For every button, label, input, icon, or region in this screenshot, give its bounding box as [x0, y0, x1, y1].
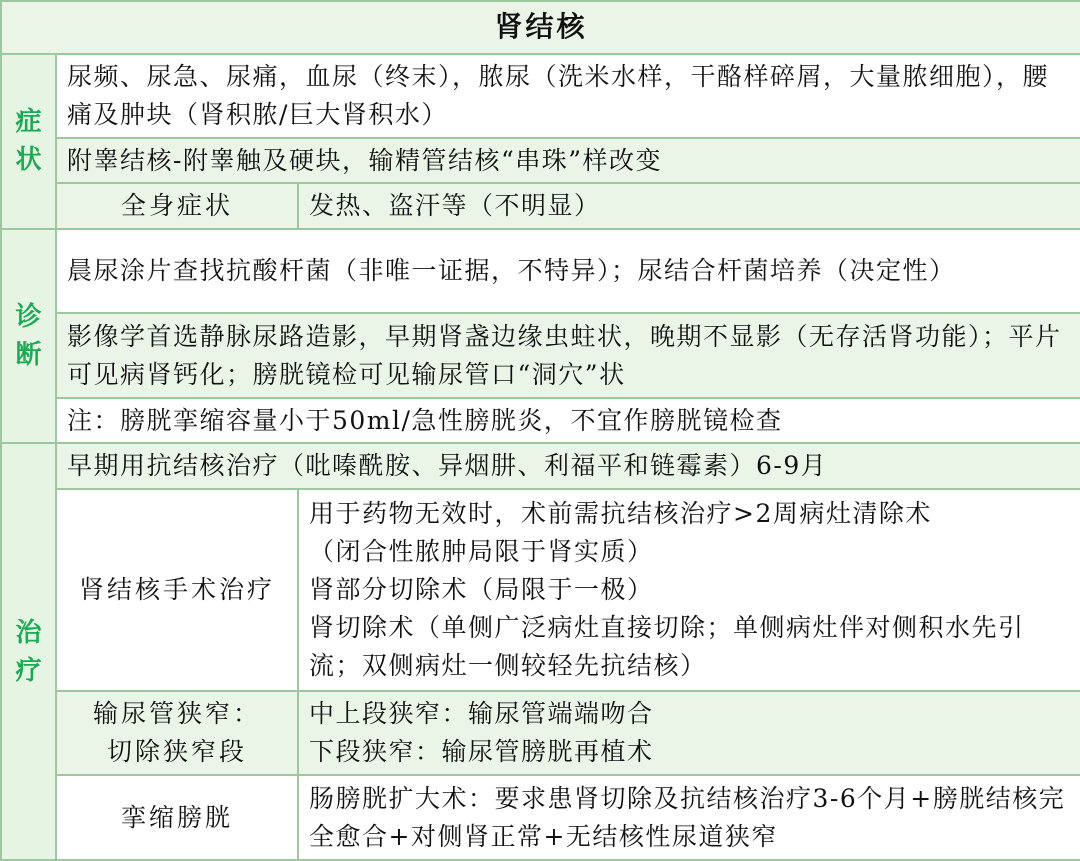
symptoms-row-2	[1, 138, 1080, 183]
ureter-label-line-2: 切除狭窄段	[106, 737, 247, 767]
treatment-row-1	[1, 443, 1080, 488]
ureter-label-line-1: 输尿管狭窄：	[92, 699, 261, 729]
contracted-bladder-details: 肠膀胱扩大术：要求患肾切除及抗结核治疗3-6个月+膀胱结核完全愈合+对侧肾正常+无结核性尿道狭窄	[298, 775, 1080, 860]
category-symptoms	[1, 54, 56, 229]
category-diagnosis-char-1: 诊	[15, 302, 42, 333]
ureter-line-2: 下段狭窄：输尿管膀胱再植术	[309, 737, 654, 767]
surgery-details	[298, 489, 1080, 691]
symptoms-urinary: 尿频、尿急、尿痛，血尿（终末），脓尿（洗米水样，干酪样碎屑，大量脓细胞），腰痛及肿块（肾积脓/巨大肾积水）	[56, 54, 1080, 139]
treatment-row-3	[1, 691, 1080, 776]
ureter-stricture-label	[56, 691, 298, 776]
surgery-line-1: 用于药物无效时，术前需抗结核治疗>2周病灶清除术	[309, 498, 932, 528]
diagnosis-imaging: 影像学首选静脉尿路造影，早期肾盏边缘虫蛀状，晚期不显影（无存活肾功能）；平片可见病肾钙化；膀胱镜检可见输尿管口“洞穴”状	[56, 313, 1080, 398]
surgery-label: 肾结核手术治疗	[56, 489, 298, 691]
category-diagnosis-char-2: 断	[15, 340, 42, 371]
treatment-row-4	[1, 775, 1080, 860]
ureter-stricture-details	[298, 691, 1080, 776]
surgery-line-2: （闭合性脓肿局限于肾实质）	[309, 536, 654, 566]
category-diagnosis	[1, 229, 56, 443]
category-treatment-char-1: 治	[15, 617, 42, 648]
diagnosis-row-2	[1, 313, 1080, 398]
systemic-symptoms-label: 全身症状	[56, 183, 298, 228]
diagnosis-note: 注：膀胱挛缩容量小于50ml/急性膀胱炎，不宜作膀胱镜检查	[56, 398, 1080, 443]
contracted-bladder-label: 挛缩膀胱	[56, 775, 298, 860]
diagnosis-urine-test: 晨尿涂片查找抗酸杆菌（非唯一证据，不特异）；尿结合杆菌培养（决定性）	[56, 229, 1080, 314]
surgery-line-3: 肾部分切除术（局限于一极）	[309, 574, 654, 604]
surgery-line-4: 肾切除术（单侧广泛病灶直接切除；单侧病灶伴对侧积水先引流；双侧病灶一侧较轻先抗结核）	[309, 612, 1025, 680]
category-symptoms-char-2: 状	[15, 145, 42, 176]
treatment-drug: 早期用抗结核治疗（吡嗪酰胺、异烟肼、利福平和链霉素）6-9月	[56, 443, 1080, 488]
symptoms-row-3	[1, 183, 1080, 228]
ureter-line-1: 中上段狭窄：输尿管端端吻合	[309, 699, 654, 729]
treatment-row-2	[1, 489, 1080, 691]
symptoms-epididymis: 附睾结核-附睾触及硬块，输精管结核“串珠”样改变	[56, 138, 1080, 183]
symptoms-row-1	[1, 54, 1080, 139]
diagnosis-row-3	[1, 398, 1080, 443]
systemic-symptoms-value: 发热、盗汗等（不明显）	[298, 183, 1080, 228]
diagnosis-row-1	[1, 229, 1080, 314]
category-symptoms-char-1: 症	[15, 107, 42, 138]
category-treatment-char-2: 疗	[15, 655, 42, 686]
table-title: 肾结核	[1, 1, 1080, 54]
category-treatment	[1, 443, 56, 860]
title-row	[1, 1, 1080, 54]
